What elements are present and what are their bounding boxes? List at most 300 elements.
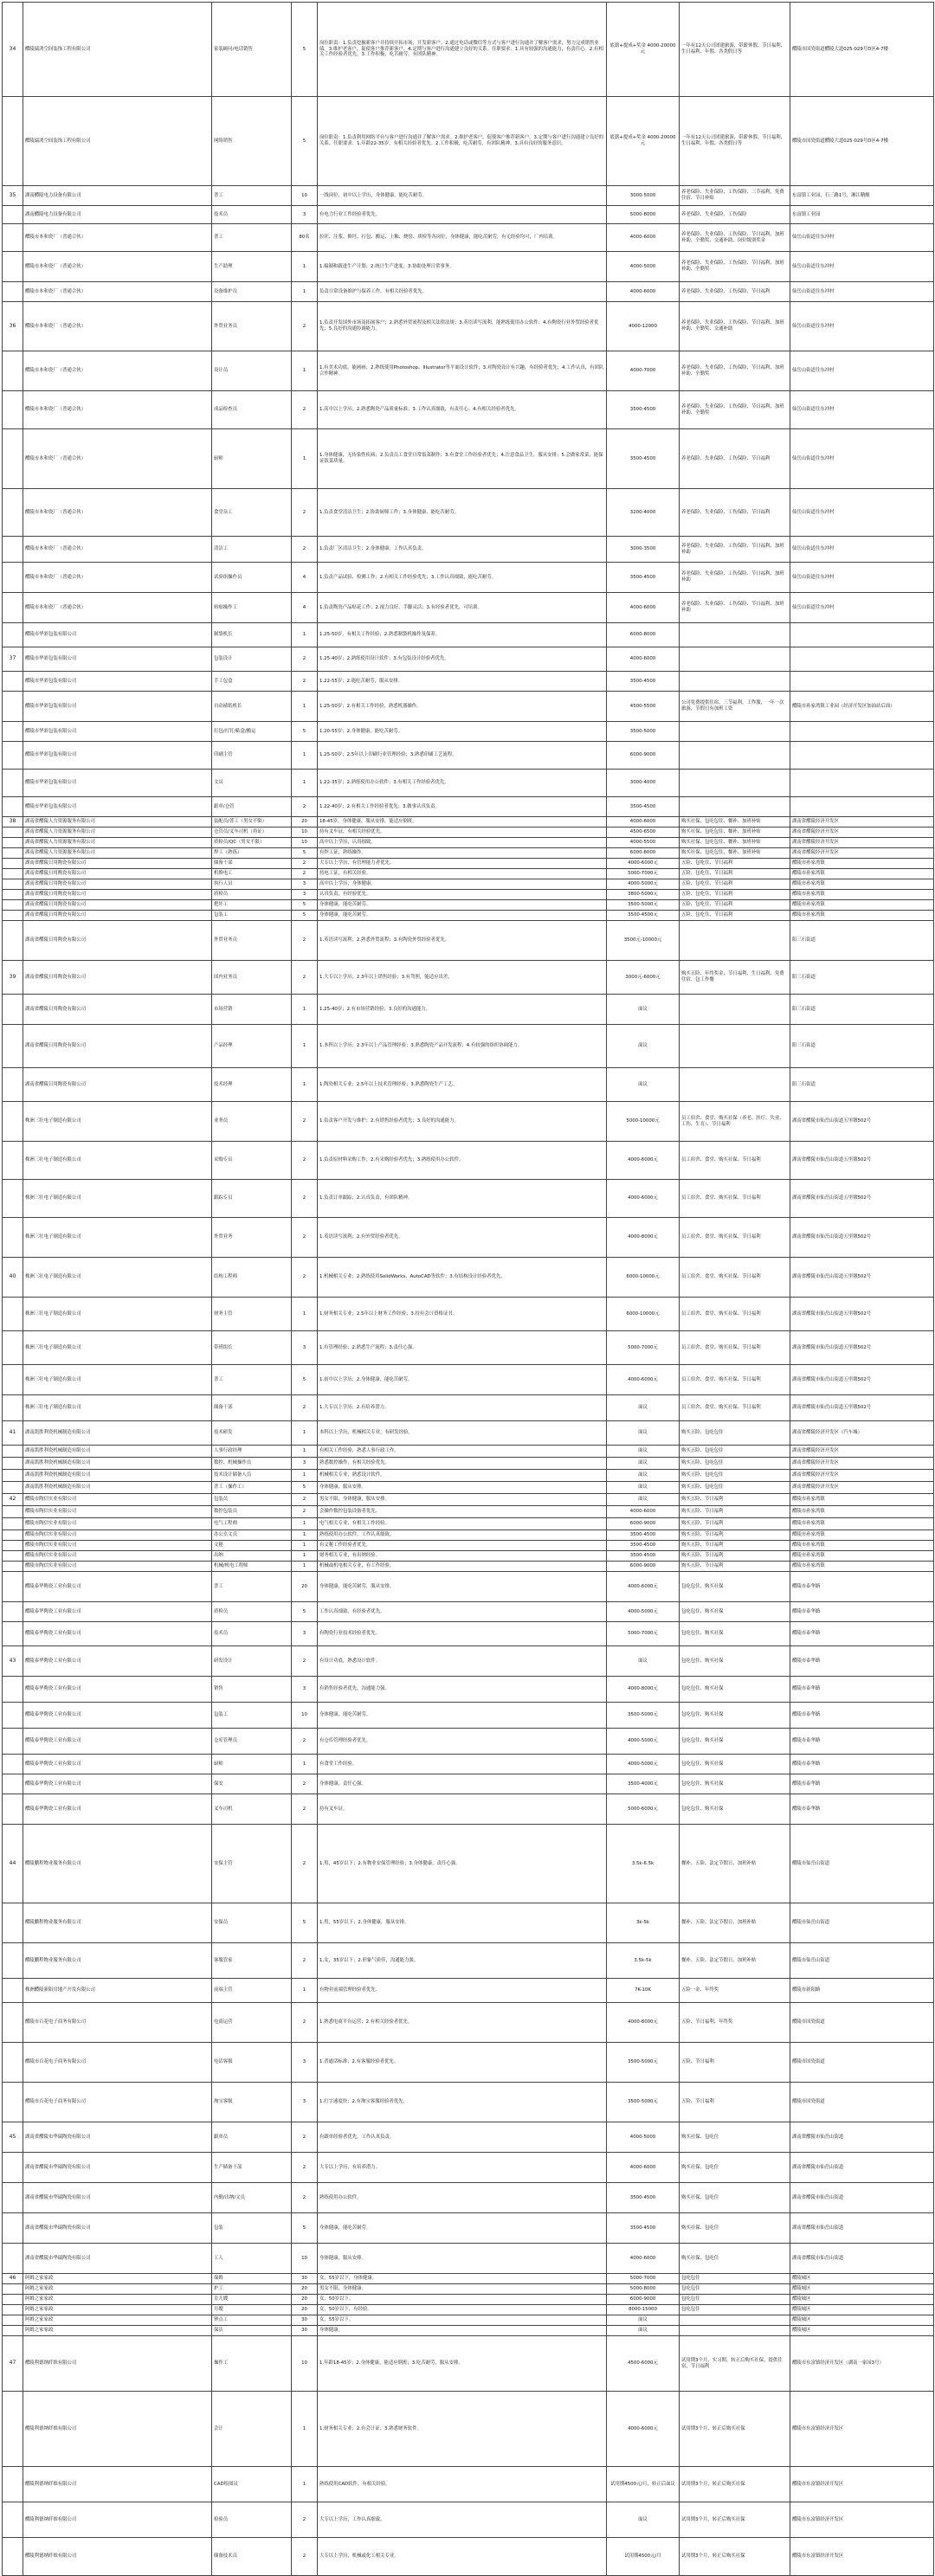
hire-count: 2 (292, 302, 318, 351)
company-name: 醴陵市华彩包装有限公司 (23, 797, 212, 817)
table-row (3, 391, 934, 429)
job-requirements: 1.年龄18-45岁；2.身体健康，能适应倒班；3.吃苦耐劳，服从安排。 (318, 2336, 607, 2392)
salary-range: 面议 (607, 1470, 680, 1482)
work-location (790, 722, 934, 742)
company-name: 湖南凯胜利瓷机械制造有限公司 (23, 1421, 212, 1446)
work-location: 醴陵市泰华路 (790, 1729, 934, 1755)
position-title: 人事行政经理 (212, 1446, 292, 1458)
company-name: 醴陵市陶信实业有限公司 (23, 1494, 212, 1506)
job-requirements: 1.22-55岁；2.能吃苦耐劳，服从安排。 (318, 672, 607, 692)
job-requirements: 有仓库管理经验者优先。 (318, 1729, 607, 1755)
job-requirements: 1.陶瓷相关专业；2.5年以上技术管理经验；3.熟悉陶瓷生产工艺。 (318, 1068, 607, 1102)
table-row (3, 1142, 934, 1180)
salary-range: 6000-10000元 (607, 1298, 680, 1331)
table-row (3, 206, 934, 224)
hire-count: 2 (292, 1494, 318, 1506)
salary-range: 4000-6000 (607, 1506, 680, 1518)
job-requirements: 1.高中以上学历；2.熟悉陶瓷产品质量标准；3.工作认真细致，有责任心；4.有相关经验者优先。 (318, 391, 607, 429)
hire-count: 2 (292, 797, 318, 817)
job-requirements: 男女不限，身体健康。 (318, 2284, 607, 2295)
hire-count: 20 (292, 2295, 318, 2305)
job-requirements: 1.25-50岁；2.5年以上印刷行业管理经验；3.熟悉印刷工艺流程。 (318, 742, 607, 770)
row-number (3, 1470, 23, 1482)
table-row (3, 1622, 934, 1646)
row-number: 34 (3, 3, 23, 97)
work-location: 醴陵城区 (790, 2295, 934, 2305)
position-title: 执行人员 (212, 879, 292, 890)
job-listing-table (2, 2, 934, 2576)
work-location: 湖南省醴陵经济开发区 (790, 1446, 934, 1458)
hire-count: 5 (292, 1365, 318, 1395)
job-requirements: 1.负责订单跟踪；2.认真负责，有团队精神。 (318, 1180, 607, 1218)
work-location: 东富镇工业园，石三路1号，湘江精酿 (790, 186, 934, 206)
position-title: 自动裱纸机长 (212, 692, 292, 722)
benefits-text: 员工宿舍、食堂、购买社保、节日福利 (680, 1258, 790, 1298)
work-location: 醴陵市孙家湾镇 (790, 1562, 934, 1572)
row-number (3, 1602, 23, 1622)
position-title: 普工 (212, 1572, 292, 1602)
position-title: 文员 (212, 770, 292, 797)
salary-range: 4000-7000 (607, 351, 680, 391)
company-name: 醴陵泰华陶瓷工业有限公司 (23, 1794, 212, 1825)
hire-count: 5 (292, 1602, 318, 1622)
salary-range: 面议 (607, 1494, 680, 1506)
job-requirements: 1.25-50岁，有相关工作经验；2.熟悉制袋机操作及保养。 (318, 623, 607, 647)
work-location: 醴陵市孙家湾镇 (790, 869, 934, 879)
company-name: 湖南省醴陵人力资源服务有限公司 (23, 848, 212, 859)
benefits-text: 五险、包吃住、节日福利 (680, 859, 790, 869)
row-number: 45 (3, 2122, 23, 2153)
table-row (3, 879, 934, 890)
row-number (3, 1482, 23, 1494)
position-title: 国内业务员 (212, 961, 292, 995)
table-row (3, 302, 934, 351)
job-requirements: 大专以上学历，有管理能力者优先。 (318, 859, 607, 869)
salary-range: 面议 (607, 1458, 680, 1470)
salary-range: 3500-4500 (607, 2183, 680, 2213)
company-name: 醴陵市百花电子商务有限公司 (23, 2003, 212, 2043)
table-row (3, 2305, 934, 2315)
salary-range: 4000-5000元 (607, 1729, 680, 1755)
position-title: 包装员 (212, 1494, 292, 1506)
hire-count: 1 (292, 1298, 318, 1331)
work-location: 醴陵城区 (790, 2326, 934, 2336)
job-requirements: 身体健康。 (318, 2326, 607, 2336)
row-number (3, 1218, 23, 1258)
row-number (3, 1774, 23, 1794)
salary-range: 面议 (607, 1068, 680, 1102)
work-location: 醴陵市东富镇经济开发区（湖南一家园3号） (790, 2336, 934, 2392)
hire-count: 2 (292, 672, 318, 692)
job-requirements: 拉坯、注浆、修坯、打包、搬运、上釉、烧窑、质检等各岗位，身体健康，能吃苦耐劳，有无经验均可，厂内培训。 (318, 224, 607, 252)
salary-range: 6000-9000 (607, 2295, 680, 2305)
hire-count: 1 (292, 1541, 318, 1551)
hire-count: 2 (292, 869, 318, 879)
row-number (3, 1541, 23, 1551)
position-title: 内勤/出纳/文员 (212, 2183, 292, 2213)
table-row (3, 848, 934, 859)
job-requirements: 1.负责产品试验、检测工作；2.有相关工作经验优先；3.工作认真细致，能吃苦耐劳。 (318, 563, 607, 593)
work-location: 湖南省醴陵市仙岳山街道 (790, 2122, 934, 2153)
job-requirements: 高中以上学历，认真细致。 (318, 838, 607, 848)
table-row (3, 1482, 934, 1494)
company-name: 醴陵利德纳纤维有限公司 (23, 2336, 212, 2392)
benefits-text (680, 1068, 790, 1102)
salary-range: 3200-4000 (607, 489, 680, 537)
job-requirements: 1.负责厂区清洁卫生；2.身体健康，工作认真负责。 (318, 537, 607, 563)
position-title: 跟单员 (212, 2122, 292, 2153)
salary-range: 5000-6000元 (607, 1794, 680, 1825)
company-name: 醴陵泰华陶瓷工业有限公司 (23, 1755, 212, 1774)
row-number (3, 838, 23, 848)
hire-count: 2 (292, 1102, 318, 1142)
work-location: 阳三石街道 (790, 921, 934, 961)
table-row (3, 1470, 934, 1482)
row-number (3, 282, 23, 302)
benefits-text: 包吃包住 (680, 2274, 790, 2284)
table-row (3, 1903, 934, 1943)
table-row (3, 1218, 934, 1258)
table-row (3, 1494, 934, 1506)
salary-range: 4000-6000元 (607, 1180, 680, 1218)
salary-range: 4000-5000元 (607, 879, 680, 890)
salary-range: 3500-4000元 (607, 1774, 680, 1794)
benefits-text (680, 1025, 790, 1068)
row-number (3, 692, 23, 722)
table-row (3, 3, 934, 97)
work-location: 醴陵市孙家湾镇 (790, 1530, 934, 1541)
work-location: 湖南省醴陵市仙岳山街道五里墩502号 (790, 1258, 934, 1298)
benefits-text: 试用期3个月，转正后购买社保 (680, 2538, 790, 2576)
benefits-text: 员工宿舍、食堂、购买社保、节日福利 (680, 1180, 790, 1218)
table-row (3, 1365, 934, 1395)
company-name: 醴陵市百花电子商务有限公司 (23, 2083, 212, 2122)
table-row (3, 921, 934, 961)
work-location: 湖南省醴陵市仙岳山街道 (790, 2244, 934, 2274)
table-row (3, 742, 934, 770)
work-location: 醴陵市国瓷街道醴陵大道025-029号D区4-7楼 (790, 97, 934, 186)
position-title: 外贸业务员 (212, 921, 292, 961)
table-row (3, 1458, 934, 1470)
company-name: 醴陵市本和瓷厂（普通合伙） (23, 593, 212, 623)
row-number (3, 2467, 23, 2502)
row-number (3, 1506, 23, 1518)
row-number (3, 770, 23, 797)
position-title: 会计 (212, 2392, 292, 2467)
benefits-text: 购买社保、包吃住 (680, 2183, 790, 2213)
hire-count: 1 (292, 1755, 318, 1774)
work-location: 醴陵市新阳路 (790, 1979, 934, 2003)
company-name: 湖南省醴陵日用陶瓷有限公司 (23, 869, 212, 879)
work-location: 湖南省醴陵市仙岳山街道五里墩502号 (790, 1218, 934, 1258)
salary-range: 4500-6500 (607, 828, 680, 838)
benefits-text: 购买社保、包吃住 (680, 2153, 790, 2183)
company-name: 醴陵市陶信实业有限公司 (23, 1541, 212, 1551)
table-row (3, 828, 934, 838)
work-location: 醴陵市泰华路 (790, 1646, 934, 1677)
position-title: 产品经理 (212, 1025, 292, 1068)
work-location: 阳三石街道 (790, 1068, 934, 1102)
work-location: 仙岳山街道往东冲村 (790, 302, 934, 351)
benefits-text: 一年有12天公司团建旅游，带薪休假、节日福利、生日福利、年假、各类假日等 (680, 3, 790, 97)
position-title: 食堂杂工 (212, 489, 292, 537)
salary-range: 面议 (607, 2502, 680, 2538)
work-location: 醴陵市国瓷街道醴陵大道025-029号D区4-7楼 (790, 3, 934, 97)
salary-range: 3500-4500 (607, 563, 680, 593)
job-requirements: 身体健康，能吃苦耐劳。 (318, 1703, 607, 1729)
hire-count: 1 (292, 282, 318, 302)
job-requirements: 身体健康，责任心强。 (318, 1774, 607, 1794)
company-name: 醴陵市本和瓷厂（普通合伙） (23, 224, 212, 252)
benefits-text: 养老保险、失业保险、工伤保险、节日福利、加班补助 (680, 593, 790, 623)
position-title: 带班组长 (212, 1331, 292, 1365)
position-title: 印刷主管 (212, 742, 292, 770)
work-location (790, 797, 934, 817)
salary-range: 3500-5000元 (607, 2043, 680, 2083)
salary-range: 7K-10K (607, 1979, 680, 2003)
benefits-text (680, 921, 790, 961)
salary-range: 4000-6000 (607, 282, 680, 302)
company-name: 醴陵市华彩包装有限公司 (23, 770, 212, 797)
row-number: 39 (3, 961, 23, 995)
salary-range: 面议 (607, 2326, 680, 2336)
hire-count: 2 (292, 1218, 318, 1258)
position-title: 打包/打钉/粘盒/搬运 (212, 722, 292, 742)
benefits-text (680, 722, 790, 742)
job-requirements: 1.有管理经验；2.熟悉生产流程；3.责任心强。 (318, 1331, 607, 1365)
job-requirements: 1.负责食堂清洁卫生；2.协助厨师工作；3.身体健康，能吃苦耐劳。 (318, 489, 607, 537)
job-requirements: 机械相关专业，熟悉设计软件。 (318, 1470, 607, 1482)
row-number (3, 1068, 23, 1102)
salary-range: 4000-6000 (607, 817, 680, 828)
company-name: 醴陵泰华陶瓷工业有限公司 (23, 1703, 212, 1729)
position-title: 技术员 (212, 1622, 292, 1646)
table-row (3, 1421, 934, 1446)
company-name: 湖南省醴陵日用陶瓷有限公司 (23, 911, 212, 921)
company-name: 湖南省醴陵日用陶瓷有限公司 (23, 995, 212, 1025)
position-title: 把坯工 (212, 900, 292, 911)
table-row (3, 593, 934, 623)
row-number (3, 97, 23, 186)
benefits-text: 购买五险、节日福利 (680, 1562, 790, 1572)
row-number (3, 1551, 23, 1562)
company-name: 醴陵市华彩包装有限公司 (23, 672, 212, 692)
company-name: 株洲醴陵新阳房地产开发有限公司 (23, 1979, 212, 2003)
table-row (3, 282, 934, 302)
job-requirements: 身体健康，服从安排。 (318, 2244, 607, 2274)
benefits-text: 购买社保、包吃住 (680, 2244, 790, 2274)
job-requirements: 身体健康，能吃苦耐劳，服从安排。 (318, 1572, 607, 1602)
company-name: 醴陵市本和瓷厂（普通合伙） (23, 282, 212, 302)
benefits-text: 购买五险、节日福利 (680, 1530, 790, 1541)
company-name: 湖南醴陵电力设备有限公司 (23, 206, 212, 224)
table-row (3, 1395, 934, 1421)
benefits-text: 养老保险、失业保险、工伤保险、节日福利 (680, 489, 790, 537)
table-row (3, 2538, 934, 2576)
work-location: 湖南省醴陵市仙岳山街道 (790, 2213, 934, 2244)
table-row (3, 252, 934, 282)
company-name: 醴陵利德纳纤维有限公司 (23, 2392, 212, 2467)
row-number (3, 869, 23, 879)
salary-range: 面议 (607, 1446, 680, 1458)
position-title: 电气工程师 (212, 1518, 292, 1530)
hire-count: 80名 (292, 224, 318, 252)
position-title: 技术设计储备人员 (212, 1470, 292, 1482)
row-number (3, 900, 23, 911)
salary-range: 3.5k-6.5k (607, 1825, 680, 1903)
job-requirements: 1.本科以上学历；2.3年以上产品管理经验；3.熟悉陶瓷产品开发流程；4.有较强的组织协调能力。 (318, 1025, 607, 1068)
company-name: 湖南省醴陵日用陶瓷有限公司 (23, 921, 212, 961)
position-title: 试验组操作员 (212, 563, 292, 593)
row-number: 35 (3, 186, 23, 206)
salary-range: 试用期4500元/月 (607, 2538, 680, 2576)
job-requirements: 1.机械相关专业；2.熟练使用SolidWorks、AutoCAD等软件；3.有结构设计经验者优先。 (318, 1258, 607, 1298)
job-requirements: 1.负责客户开发与维护；2.有销售经验者优先；3.良好的沟通能力。 (318, 1102, 607, 1142)
table-row (3, 797, 934, 817)
row-number (3, 1794, 23, 1825)
table-row (3, 2083, 934, 2122)
hire-count: 3 (292, 2083, 318, 2122)
job-requirements: 1.25-40岁；2.熟练使用设计软件；3.有包装设计经验者优先。 (318, 647, 607, 672)
work-location: 醴陵市孙家湾镇 (790, 1506, 934, 1518)
benefits-text: 五险、包吃住、节日福利 (680, 869, 790, 879)
work-location: 湖南省醴陵市仙岳山街道五里墩502号 (790, 1298, 934, 1331)
company-name: 株洲三壮电子制造有限公司 (23, 1180, 212, 1218)
company-name: 醴陵瑞鸿空间装饰工程有限公司 (23, 3, 212, 97)
row-number (3, 2083, 23, 2122)
benefits-text: 包吃包住、购买社保 (680, 1646, 790, 1677)
table-row (3, 911, 934, 921)
salary-range: 面议 (607, 2315, 680, 2326)
benefits-text (680, 770, 790, 797)
table-row (3, 1530, 934, 1541)
table-row (3, 1180, 934, 1218)
company-name: 醴陵市本和瓷厂（普通合伙） (23, 537, 212, 563)
table-row (3, 900, 934, 911)
job-requirements: 一线岗位，初中以上学历，身体健康，能吃苦耐劳。 (318, 186, 607, 206)
row-number (3, 2213, 23, 2244)
work-location: 醴陵市东富镇经济开发区 (790, 2392, 934, 2467)
salary-range: 4000-6000 (607, 2244, 680, 2274)
work-location: 醴陵市孙家湾镇 (790, 911, 934, 921)
row-number (3, 2183, 23, 2213)
position-title: 外贸业务 (212, 1218, 292, 1258)
benefits-text: 五险、节日福利 (680, 2043, 790, 2083)
position-title: 数控包装员 (212, 1506, 292, 1518)
table-row (3, 770, 934, 797)
work-location: 仙岳山街道往东冲村 (790, 391, 934, 429)
row-number (3, 1979, 23, 2003)
benefits-text: 养老保险、失业保险、工伤保险、三节福利，免费住宿、节日补贴 (680, 186, 790, 206)
benefits-text: 公司免费提供住宿，三节福利，工作服，一年一次旅游，节假日有加班工资 (680, 692, 790, 722)
job-requirements: 财务相关专业，有出纳经验。 (318, 1551, 607, 1562)
salary-range: 5000-7000元 (607, 869, 680, 879)
salary-range: 4000-8000元 (607, 2003, 680, 2043)
position-title: 设计员 (212, 351, 292, 391)
salary-range: 3500-5000 (607, 722, 680, 742)
job-requirements: 身体健康，能吃苦耐劳。 (318, 911, 607, 921)
salary-range: 5000-10000元 (607, 1102, 680, 1142)
hire-count: 5 (292, 1903, 318, 1943)
position-title: 育儿嫂 (212, 2295, 292, 2305)
table-row (3, 2183, 934, 2213)
table-row (3, 1446, 934, 1458)
hire-count: 1 (292, 1025, 318, 1068)
position-title: 技术经理 (212, 1068, 292, 1102)
hire-count: 10 (292, 2244, 318, 2274)
job-requirements: 1.负责开发国外市场及拓展客户；2.熟悉外贸流程及相关法律法规；3.英语读写流利，能熟练使用办公软件；4.有陶瓷行业外贸经验者优先；5.良好的沟通协调能力。 (318, 302, 607, 351)
salary-range: 面议 (607, 1646, 680, 1677)
company-name: 醴陵市本和瓷厂（普通合伙） (23, 391, 212, 429)
benefits-text: 购买社保、包吃包住、餐补、加班补贴 (680, 817, 790, 828)
table-row (3, 1703, 934, 1729)
job-requirements: 熟练使用CAD软件，有相关经验。 (318, 2467, 607, 2502)
row-number (3, 879, 23, 890)
benefits-text: 养老保险、失业保险、工伤保险、节日福利、加班补助、全勤奖、交通补助、岗位级别奖金 (680, 224, 790, 252)
hire-count: 2 (292, 2538, 318, 2576)
benefits-text: 五险、包吃住、节日福利 (680, 900, 790, 911)
benefits-text: 包吃包住、购买社保 (680, 1622, 790, 1646)
salary-range: 3500-4500元 (607, 911, 680, 921)
salary-range: 3500-5000元 (607, 900, 680, 911)
job-requirements: 会操作数控包装设备者优先。 (318, 1506, 607, 1518)
salary-range: 3500-4500 (607, 2213, 680, 2244)
benefits-text: 包吃包住 (680, 2284, 790, 2295)
job-requirements: 有设计功底，熟悉设计软件。 (318, 1646, 607, 1677)
table-row (3, 1331, 934, 1365)
benefits-text: 购买五险、节日福利 (680, 1506, 790, 1518)
benefits-text: 包吃包住、购买社保 (680, 1755, 790, 1774)
position-title: 设备维护员 (212, 282, 292, 302)
company-name: 醴陵利德纳纤维有限公司 (23, 2538, 212, 2576)
work-location: 醴陵城区 (790, 2284, 934, 2295)
salary-range: 4000-5500 (607, 838, 680, 848)
benefits-text: 养老保险、失业保险、工伤保险、节日福利、加班补助、全勤奖、交通补助 (680, 302, 790, 351)
table-row (3, 2274, 934, 2284)
salary-range: 4000-6000元 (607, 1365, 680, 1395)
job-requirements: 岗位职责：1.负责利用网络平台与客户进行沟通并了解客户需求。2.维护老客户，促使客户推荐新客户。3.定期与客户进行沟通建立良好的关系。任职要求：1.年龄22-35岁，有相关经验者优先。2.工作积极，吃苦耐劳，有团队精神。3.具有良好的服务意识。 (318, 97, 607, 186)
hire-count: 5 (292, 97, 318, 186)
row-number: 41 (3, 1421, 23, 1446)
table-row (3, 489, 934, 537)
salary-range: 3000元-6000元 (607, 961, 680, 995)
hire-count: 5 (292, 900, 318, 911)
work-location: 醴陵市泰华路 (790, 1572, 934, 1602)
position-title: 普工 (212, 1365, 292, 1395)
hire-count: 2 (292, 1825, 318, 1903)
job-requirements: 1.英语读写流利；2.有外贸经验者优先。 (318, 1218, 607, 1258)
table-row (3, 647, 934, 672)
job-requirements: 女，55岁以下。 (318, 2315, 607, 2326)
hire-count: 2 (292, 859, 318, 869)
table-row (3, 672, 934, 692)
salary-range: 4000-6000元 (607, 859, 680, 869)
salary-range: 5000-7000元 (607, 1331, 680, 1365)
position-title: 客服管家 (212, 1943, 292, 1979)
benefits-text: 餐补、五险、法定节假日、加班补贴 (680, 1943, 790, 1979)
hire-count: 2 (292, 1142, 318, 1180)
job-requirements: 1.大专以上学历；2.3年以上销售经验；3.有驾照，能适应出差。 (318, 961, 607, 995)
benefits-text: 购买五险、节日福利 (680, 1494, 790, 1506)
table-row (3, 1943, 934, 1979)
row-number: 43 (3, 1646, 23, 1677)
position-title: 质检员 (212, 890, 292, 900)
company-name: 株洲三壮电子制造有限公司 (23, 1395, 212, 1421)
row-number (3, 911, 23, 921)
job-requirements: 1.男，55岁以下；2.身体健康，服从安排。 (318, 1903, 607, 1943)
company-name: 醴陵市陶信实业有限公司 (23, 1518, 212, 1530)
table-row (3, 1602, 934, 1622)
